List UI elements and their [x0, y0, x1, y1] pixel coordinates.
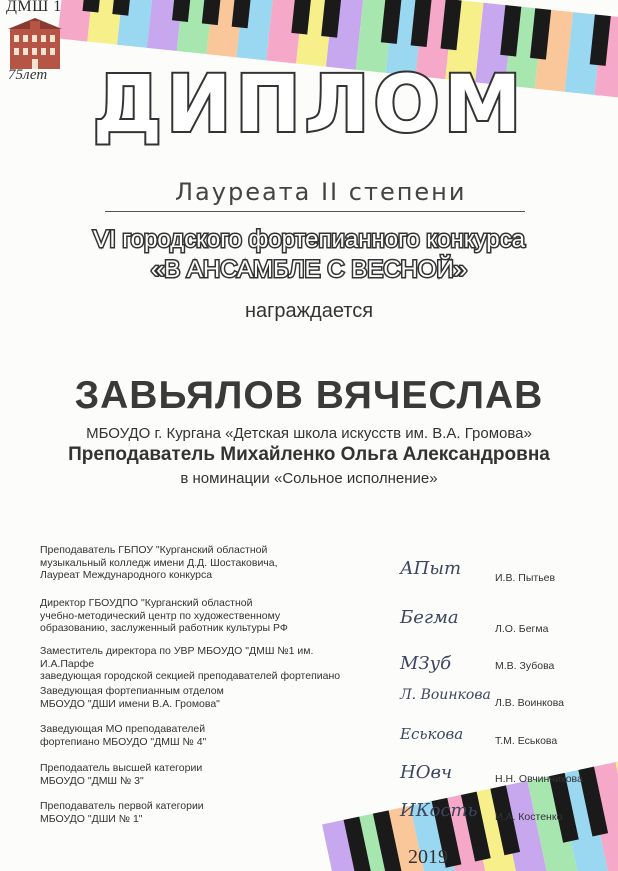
diploma-title: ДИПЛОМ	[92, 60, 526, 150]
handwritten-signature: ИКость	[400, 800, 478, 821]
logo-anniversary: 75лет	[8, 67, 48, 83]
handwritten-signature: Бегма	[400, 607, 459, 628]
laureate-degree: Лауреата II степени	[175, 178, 467, 206]
signatory-title: Директор ГБОУДПО "Курганский областной учебно-методический центр по художественному образованию, заслуженный работник культуры РФ	[40, 597, 288, 634]
signatory-name: И.А. Костенко	[495, 811, 563, 823]
handwritten-signature: Еськова	[400, 725, 464, 743]
signatory-name: Н.Н. Овчинникова	[495, 773, 583, 785]
signatory-title: Преподаватель первой категории МБОУДО "ДШИ № 1"	[40, 800, 204, 825]
nomination: в номинации «Сольное исполнение»	[180, 470, 438, 487]
signatory-name: Т.М. Еськова	[495, 735, 558, 747]
contest-name-line1: VI городского фортепианного конкурса	[93, 226, 525, 253]
teacher-name: Преподаватель Михайленко Ольга Александровна	[68, 444, 550, 465]
handwritten-signature: МЗуб	[400, 653, 452, 674]
contest-name-line2: «В АНСАМБЛЕ С ВЕСНОЙ»	[150, 256, 468, 283]
logo-school-name: ДМШ 1	[6, 0, 62, 15]
signatory-name: М.В. Зубова	[495, 660, 555, 672]
degree-underline	[105, 211, 525, 212]
awarded-caption: награждается	[244, 300, 374, 322]
signatory-name: Л.В. Воинкова	[495, 697, 565, 709]
signatory-title: Заведующая фортепианным отделом МБОУДО "ДШИ имени В.А. Громова"	[40, 685, 224, 710]
handwritten-signature: Л. Воинкова	[400, 687, 491, 703]
signatory-name: Л.О. Бегма	[495, 623, 549, 635]
handwritten-signature: АПыт	[400, 558, 462, 579]
recipient-name: ЗАВЬЯЛОВ ВЯЧЕСЛАВ	[74, 374, 544, 417]
school-name: МБОУДО г. Кургана «Детская школа искусств им. В.А. Громова»	[86, 425, 532, 442]
signatory-name: И.В. Пытьев	[495, 572, 556, 584]
signatory-title: Преподаватель ГБПОУ "Курганский областной музыкальный колледж имени Д.Д. Шостаковича, Лауреат Международного конкурса	[40, 544, 278, 581]
signatory-title: Преподаатель высшей категории МБОУДО "ДМШ № 3"	[40, 762, 203, 787]
signatory-title: Заместитель директора по УВР МБОУДО "ДМШ №1 им. И.А.Парфе заведующая городской секцией преподавателей фортепиано	[40, 645, 341, 682]
signatory-title: Заведующая МО преподавателей фортепиано МБОУДО "ДМШ № 4"	[40, 723, 207, 748]
handwritten-signature: НОвч	[400, 762, 453, 783]
year: 2019	[408, 846, 448, 868]
